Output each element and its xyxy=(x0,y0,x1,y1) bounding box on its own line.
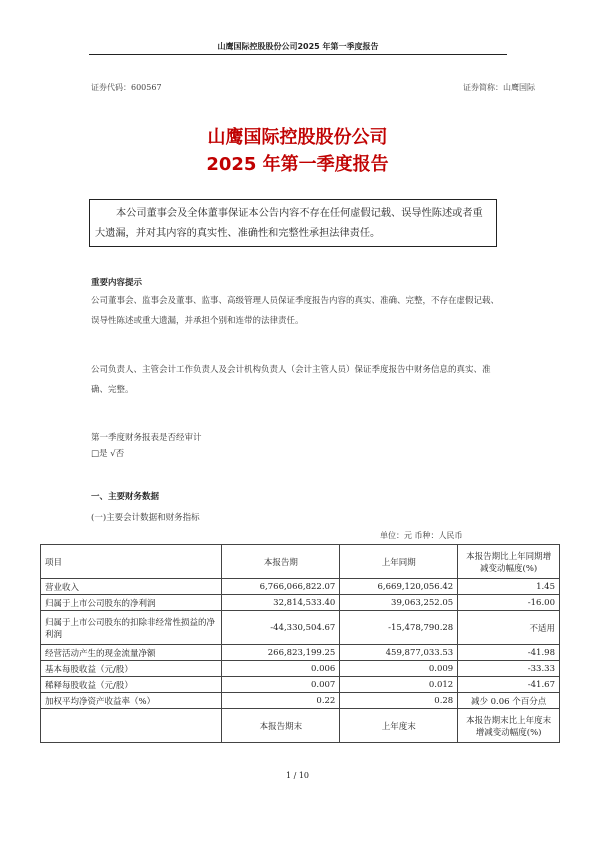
row-prior: 39,063,252.05 xyxy=(340,595,458,611)
important-para-2: 公司负责人、主管会计工作负责人及会计机构负责人（会计主管人员）保证季度报告中财务信息的真实、准确、完整。 xyxy=(91,365,491,395)
row-item: 营业收入 xyxy=(41,579,222,595)
row-item: 归属于上市公司股东的净利润 xyxy=(41,595,222,611)
header2-item-empty xyxy=(41,709,222,743)
header-rule xyxy=(89,54,507,55)
row-current: 0.006 xyxy=(222,661,340,677)
row-item: 稀释每股收益（元/股） xyxy=(41,677,222,693)
notice-text: 本公司董事会及全体董事保证本公告内容不存在任何虚假记载、误导性陈述或者重大遗漏，并对其内容的真实性、准确性和完整性承担法律责任。 xyxy=(95,208,483,239)
header-item: 项目 xyxy=(41,545,222,579)
section-subheading: (一)主要会计数据和财务指标 xyxy=(91,513,200,523)
row-item: 经营活动产生的现金流量净额 xyxy=(41,645,222,661)
table-row xyxy=(41,693,560,709)
row-change: -16.00 xyxy=(458,595,560,611)
row-prior: 0.009 xyxy=(340,661,458,677)
row-prior: 0.28 xyxy=(340,693,458,709)
header-change: 本报告期比上年同期增减变动幅度(%) xyxy=(458,545,560,579)
section-heading-financial: 一、主要财务数据 xyxy=(91,492,160,502)
stock-code: 证券代码：600567 xyxy=(91,83,162,92)
row-current: 0.007 xyxy=(222,677,340,693)
financial-table xyxy=(40,544,560,743)
row-current: 266,823,199.25 xyxy=(222,645,340,661)
report-title: 2025 年第一季度报告 xyxy=(206,154,389,175)
audit-answer: □是 √否 xyxy=(91,449,125,459)
row-current: 0.22 xyxy=(222,693,340,709)
row-current: 6,766,066,822.07 xyxy=(222,579,340,595)
company-title: 山鹰国际控股股份公司 xyxy=(207,127,388,148)
row-change: 减少 0.06 个百分点 xyxy=(458,693,560,709)
page-number: 1 / 10 xyxy=(285,771,310,780)
row-change: 1.45 xyxy=(458,579,560,595)
row-change: -41.67 xyxy=(458,677,560,693)
row-prior: -15,478,790.28 xyxy=(340,611,458,645)
important-para-1: 公司董事会、监事会及董事、监事、高级管理人员保证季度报告内容的真实、准确、完整，不存在虚假记载、误导性陈述或重大遗漏，并承担个别和连带的法律责任。 xyxy=(91,296,500,326)
unit-currency-line: 单位：元 币种：人民币 xyxy=(380,531,463,540)
header2-change: 本报告期末比上年度末增减变动幅度(%) xyxy=(458,709,560,743)
row-current: 32,814,533.40 xyxy=(222,595,340,611)
table-row xyxy=(41,661,560,677)
table-row xyxy=(41,611,560,645)
row-change: 不适用 xyxy=(458,611,560,645)
table-row xyxy=(41,595,560,611)
row-item: 归属于上市公司股东的扣除非经常性损益的净利润 xyxy=(41,611,222,645)
audit-question: 第一季度财务报表是否经审计 xyxy=(91,433,202,443)
stock-name: 证券简称：山鹰国际 xyxy=(463,83,535,92)
header2-current: 本报告期末 xyxy=(222,709,340,743)
header2-prior: 上年度末 xyxy=(340,709,458,743)
row-current: -44,330,504.67 xyxy=(222,611,340,645)
table-row xyxy=(41,579,560,595)
row-prior: 0.012 xyxy=(340,677,458,693)
running-header: 山鹰国际控股股份公司2025 年第一季度报告 xyxy=(217,42,379,51)
important-heading: 重要内容提示 xyxy=(91,278,143,288)
table-header-row-2 xyxy=(41,709,560,743)
row-item: 基本每股收益（元/股） xyxy=(41,661,222,677)
header-prior: 上年同期 xyxy=(340,545,458,579)
row-prior: 459,877,033.53 xyxy=(340,645,458,661)
notice-box xyxy=(89,199,497,247)
table-header-row xyxy=(41,545,560,579)
row-change: -41.98 xyxy=(458,645,560,661)
row-prior: 6,669,120,056.42 xyxy=(340,579,458,595)
table-row xyxy=(41,677,560,693)
header-current: 本报告期 xyxy=(222,545,340,579)
row-change: -33.33 xyxy=(458,661,560,677)
table-row xyxy=(41,645,560,661)
row-item: 加权平均净资产收益率（%） xyxy=(41,693,222,709)
